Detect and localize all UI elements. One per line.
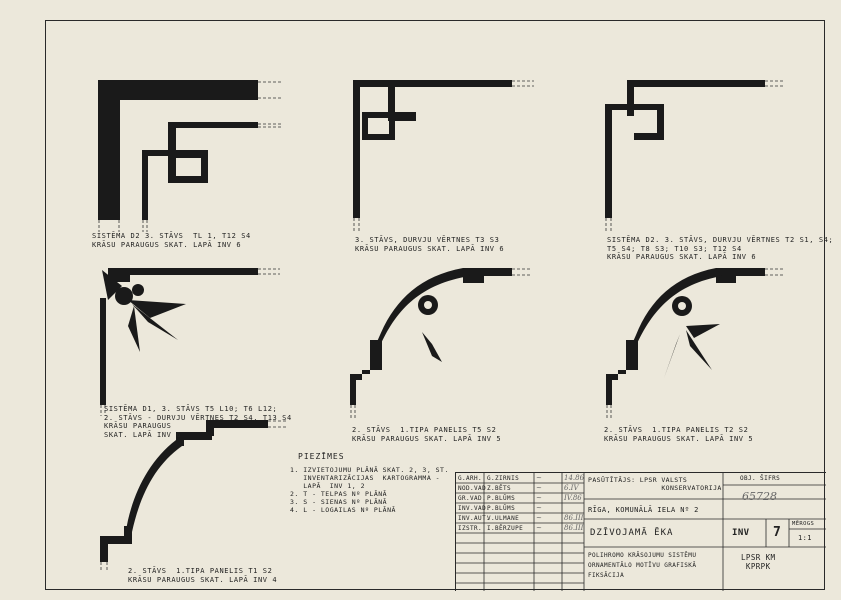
date-cell: 6.IV [564, 484, 579, 492]
role-cell: IZSTR. [458, 525, 483, 532]
corner-motif-1 [98, 80, 258, 220]
corner-motif-6 [606, 268, 765, 405]
caption-motif-4: SISTĒMA D1, 3. STĀVS T5 L10; T6 L12; 2. STĀVS - DURVJU VĒRTNES T2 S4, T13 S4 KRĀSU PARAUGUS SKAT. LAPĀ INV 6 [104, 405, 292, 439]
corner-motif-4 [100, 268, 258, 405]
notes-title: PIEZĪMES [298, 452, 345, 461]
sheet-number: 7 [773, 525, 782, 540]
name-cell: I.BĒRZUPE [487, 525, 524, 532]
object-label: OBJ. ŠIFRS [740, 475, 781, 482]
note-item: 1. IZVIETOJUMU PLĀNĀ SKAT. 2, 3, ST. INVENTARIZĀCIJAS KARTOGRAMMA - LAPĀ INV 1, 2 [290, 466, 449, 490]
date-cell: 86.III [564, 524, 584, 532]
name-cell: Z.BĒTS [487, 485, 512, 492]
signature: ~ [536, 484, 542, 492]
date-cell: 86.III [564, 514, 584, 522]
caption-motif-7: 2. STĀVS 1.TIPA PANELIS T1 S2 KRĀSU PARAUGUS SKAT. LAPĀ INV 4 [128, 567, 278, 584]
scale-label: MĒROGS [792, 521, 815, 527]
organization: LPSR KM KPRPK [741, 553, 776, 571]
notes-list [290, 466, 449, 514]
drawing-description: POLIHROMO KRĀSOJUMU SISTĒMU ORNAMENTĀLO MOTĪVU GRAFISKĀ FIKSĀCIJA [588, 552, 697, 579]
role-cell: NOD.VAD. [458, 485, 491, 492]
corner-motif-2 [353, 80, 512, 218]
object-code: 65728 [742, 490, 777, 503]
building-name: DZĪVOJAMĀ ĒKA [590, 528, 674, 538]
date-cell: 14.86 [564, 474, 585, 482]
name-cell: V.ULMANE [487, 515, 520, 522]
role-cell: INV.AUT. [458, 515, 491, 522]
caption-motif-1: SISTĒMA D2 3. STĀVS TL 1, T12 S4 KRĀSU PARAUGUS SKAT. LAPĀ INV 6 [92, 232, 251, 249]
name-cell: P.BLŪMS [487, 505, 516, 512]
name-cell: G.ZIRNIS [487, 475, 520, 482]
corner-motif-7 [100, 420, 268, 562]
address: RĪGA, KOMUNĀLĀ IELA Nº 2 [588, 506, 699, 514]
role-cell: GR.VAD. [458, 495, 487, 502]
note-item: 4. L - LOGAILAS Nº PLĀNĀ [290, 506, 396, 514]
role-cell: INV.VAD. [458, 505, 491, 512]
signature: ~ [536, 524, 542, 532]
signature: ~ [536, 514, 542, 522]
role-cell: G.ARH. [458, 475, 483, 482]
name-cell: P.BLŪMS [487, 495, 516, 502]
caption-motif-2: 3. STĀVS, DURVJU VĒRTNES T3 S3 KRĀSU PARAUGUS SKAT. LAPĀ INV 6 [355, 236, 505, 253]
signature: ~ [536, 494, 542, 502]
signature: ~ [536, 474, 542, 482]
caption-motif-5: 2. STĀVS 1.TIPA PANELIS T5 S2 KRĀSU PARAUGUS SKAT. LAPĀ INV 5 [352, 426, 502, 443]
signature: ~ [536, 504, 542, 512]
note-item: 2. T - TELPAS Nº PLĀNĀ [290, 490, 388, 498]
note-item: 3. S - SIENAS Nº PLĀNĀ [290, 498, 388, 506]
corner-motif-3 [605, 80, 765, 218]
caption-motif-6: 2. STĀVS 1.TIPA PANELIS T2 S2 KRĀSU PARAUGUS SKAT. LAPĀ INV 5 [604, 426, 754, 443]
caption-motif-3: SISTĒMA D2. 3. STĀVS, DURVJU VĒRTNES T2 S1, S4; T5 S4; T8 S3; T10 S3; T12 S4 KRĀSU PARAUGUS SKAT. LAPĀ INV 6 [607, 236, 834, 261]
corner-motif-5 [350, 268, 512, 405]
scale-value: 1:1 [798, 534, 812, 542]
client: PASŪTĪTĀJS: LPSR VALSTS KONSERVATORIJA [588, 476, 722, 492]
inv-label: INV [732, 528, 750, 538]
date-cell: IV.86 [564, 494, 582, 502]
title-block [455, 472, 826, 591]
